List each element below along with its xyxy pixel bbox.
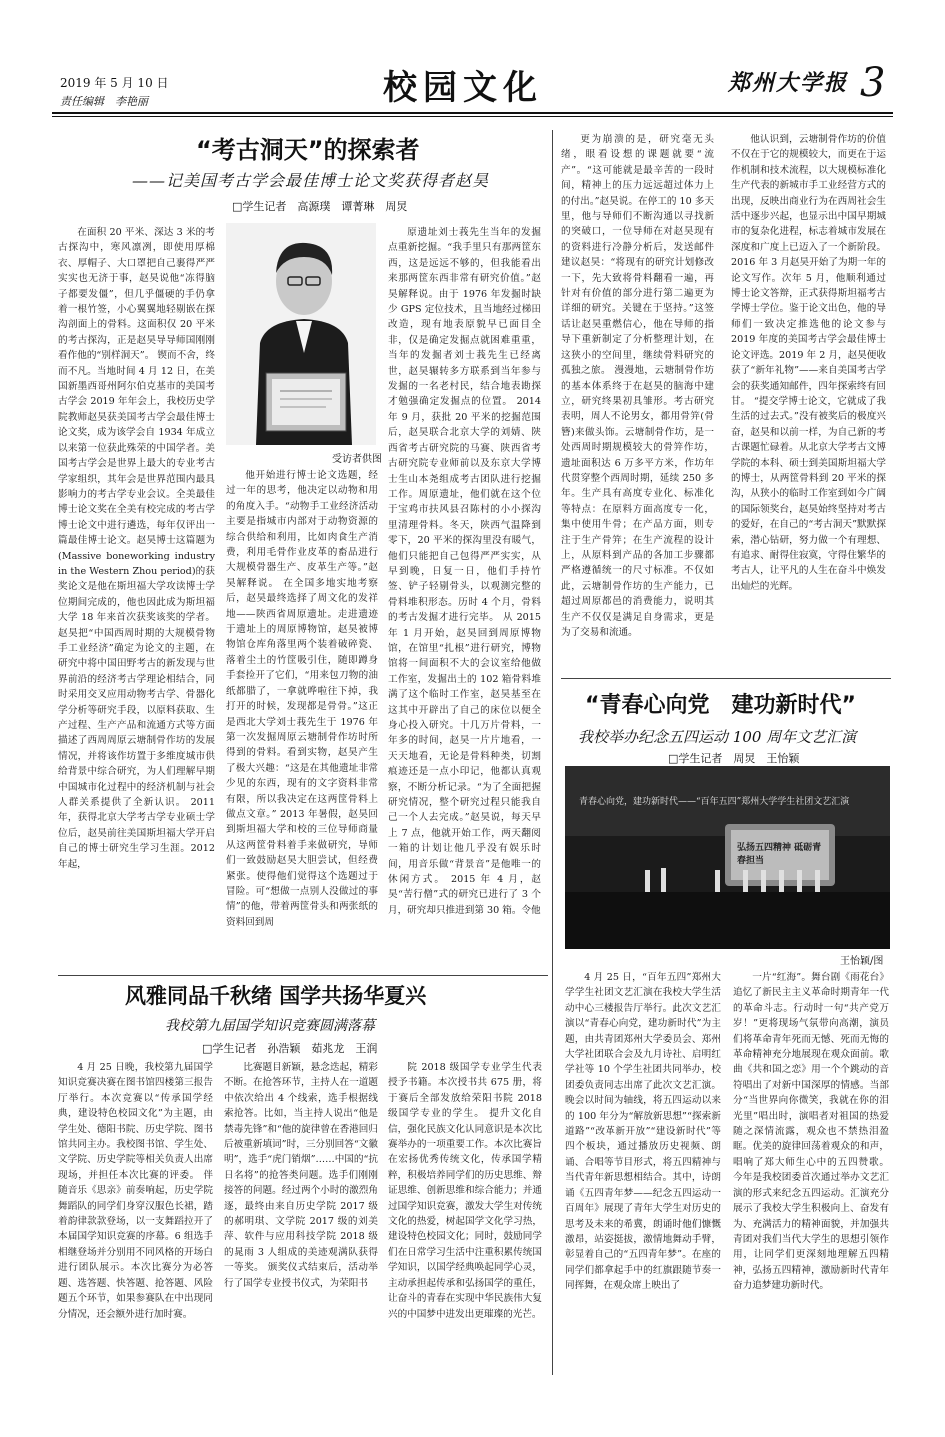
article3-photo: [565, 766, 890, 949]
article1-column-2: [226, 468, 378, 968]
article1-column-5: [731, 132, 886, 667]
page-number: 3: [860, 60, 886, 106]
issue-date: 2019 年 5 月 10 日: [60, 76, 169, 90]
article3-column-1: [565, 970, 721, 1370]
editor-credit: 责任编辑 李艳丽: [60, 95, 148, 108]
article2-column-2: [224, 1060, 378, 1372]
article1-photo: [226, 223, 376, 445]
article2-column-1: [58, 1060, 213, 1372]
article1-col4-text: 更为崩溃的是，研究毫无头绪，眼看设想的课题就要“流产”。“这可能就是最辛苦的一段时间，精神上的压力远远超过体力上的付出。”赵昊说。在停工的 10 多天里，他与导师们不断沟通以寻找新的突破口，一位导师在对赵昊现有的资料进行冷静分析后，发送邮件建议赵昊：“将现有的研究计划修改一下，先大致将骨料翻看一遍，再针对有价值的部分进行第二遍更为详细的研究。关键在于坚持。”这签话让赵昊重燃信心，他在导师的指导下重新制定了分析整理计划，在这狭小的空间里，继续骨料研究的孤独之旅。 漫漫地，云塘制骨作坊的基本体系终于在赵昊的脑海中建立，研究终果初具雏形。考古研究表明，周人不论男女，都用骨笄(骨簪)来做头饰。云塘制骨作坊，是一处西周时期规模较大的骨笄作坊，遗址面积达 6 万多平方米，作坊年代贯穿整个西周时期，延续 250 多年。生产具有高度专业化、标准化等特点：在原料方面高度专一化，集中使用牛骨；在产品方面，则专注于生产骨笄；在生产流程的设计上，从原料到产品的各加工步骤都严格遵循统一的尺寸标准。不仅如此，云塘制骨作坊的生产能力，已超过周原都邑的消费能力，说明其生产不仅仅是满足自身需求，更是为了交易和流通。: [561, 134, 714, 638]
article2-subtitle: 我校第九届国学知识竞赛圆满落幕: [165, 1018, 375, 1034]
masthead-rule: [52, 112, 893, 114]
article3-photo-caption: 王怡颖/图: [840, 956, 884, 967]
article2-title: 风雅同品千秋绪 国学共扬华夏兴: [125, 984, 427, 1008]
article1-col3-text: 原遗址刘士莪先生当年的发掘点重新挖掘。“我手里只有那两筐东西，这是远远不够的，但我能看出来那两筐东西非常有研究价值。”赵昊解释说。由于 1976 年发掘时缺少 GPS 定位技术，且当地经过梯田改造，现有地表原貌早已面目全非，仅是确定发掘点就困难重重，当年的发掘者刘士莪先生已经离世，赵昊辗转多方联系到当年参与发掘的一名老村民，结合地表勘探才勉强确定发掘点的位置。 2014 年 9 月，获批 20 平米的挖掘范围后，赵昊联合北京大学的刘婧、陕西省考古研究院的马赛、陕西省考古研究院专业师前以及东京大学博士生山本尧组成考古团队进行挖掘工作。周原遗址，他们就在这个位于宝鸡市扶风县召陈村的小小探沟里清理骨料。冬天，陕西气温降到零下，20 平米的探沟里没有暖气，他们只能把自己包得严严实实，从早到晚，日复一日，他们手持竹签、铲子轻剔骨头，以观测完整的骨料堆积形态。历时 4 个月，骨料的考古发掘才进行完毕。 从 2015 年 1 月开始，赵昊回到周原博物馆，在馆里“扎根”进行研究，博物馆将一间面积不大的会议室给他做工作室，发掘出土的 102 箱骨料堆满了这个临时工作室，赵昊基至在这其中开辟出了自己的床位以便全身心投入研究。十几万片骨料，一年多的时间，赵昊一片片地看，一天天地看，无论是骨料种类，切割痕迹还是一点小印记，他都认真观察，不断分析记录。“为了全面把握研究情况，整个研究过程只能我自己一个人去完成。”赵昊说，每天早上 7 点，他就开始工作，两天翻阅一箱的计划让他几乎没有娱乐时间，用音乐做“背景音”是他唯一的休闲方式。 2015 年 4 月，赵昊“苦行僧”式的研究已进行了 3 个月，研究却只推进到第 30 箱。令他: [388, 227, 541, 916]
article1-byline: □学生记者 高源璞 谭菁琳 周炅: [232, 200, 408, 213]
article1-column-3: [388, 225, 541, 970]
article3-col1-text: 4 月 25 日，“百年五四”郑州大学学生社团文艺汇演在我校大学生活动中心三楼报告厅举行。此次文艺汇演以“青春心向党，建功新时代”为主题，由共青团郑州大学委员会、郑州大学社团联合会及九月诗社、启明红学社等 10 个学生社团共同举办，校团委负责同志出席了此次文艺汇演。 晚会以时间为轴线，将五四运动以来的 100 年分为“解放新思想”“探索新道路”“改革新开放”“建设新时代”等四个板块，通过播放历史视频、朗诵、合唱等节目形式，将五四精神与当代青年新思想相结合。其中，诗朗诵《五四青年梦——纪念五四运动一百周年》展现了青年大学生对历史的思考及未来的希冀，朗诵时他们慷慨激昂，站姿挺拔，激情地舞动手臂，彰显着自己的“五四青年梦”。在座的同学们都拿起手中的红旗跟随节奏一同挥舞，在观众席上映出了: [565, 972, 721, 1292]
article2-byline: □学生记者 孙浩颖 茹兆龙 王润: [202, 1042, 378, 1055]
article3-column-2: [733, 970, 889, 1370]
article1-subtitle: ——记美国考古学会最佳博士论文奖获得者赵昊: [132, 171, 490, 190]
column-divider-lower: [552, 975, 553, 1375]
article3-col2-text: 一片“红海”。舞台剧《雨花台》追忆了新民主主义革命时期青年一代的革命斗志。行动时一句“共产党万岁！”更将现场气氛带向高潮，演员们将革命青年死而无憾、死而无悔的革命精神充分地展现在观众面前。歌曲《共和国之恋》用一个个跳动的音符唱出了对新中国深厚的情感。当部分“当世界向你微笑，我就在你的泪光里”唱出时，演唱者对祖国的热爱随之深情流露，观众也不禁热泪盈眶。优美的旋律回荡着观众的和声，唱响了郑大师生心中的五四赞歌。 今年是我校团委首次通过举办文艺汇演的形式来纪念五四运动。汇演充分展示了我校大学生积极向上、奋发有为、充满活力的精神面貌，并加强共青团对我们当代大学生的思想引领作用，让同学们更深刻地理解五四精神，弘扬五四精神，激励新时代青年奋力追梦建功新时代。: [733, 972, 889, 1292]
article3-subtitle: 我校举办纪念五四运动 100 周年文艺汇演: [578, 728, 857, 746]
article1-col2-text: 他开始进行博士论文选题，经过一年的思考，他决定以动物和用的角度入手。“动物手工业经济活动主要是指城市内部对于动物资源的综合供给和利用，比如肉食生产消费，利用毛骨作业皮革的畜品进行大规模骨器生产、皮革生产等。”赵昊解释说。 在全国多地实地考察后，赵昊最终选择了周文化的发祥地——陕西省周原遗址。走进遗迹于遗址上的周原博物馆，赵昊被博物馆仓库角落里两个装着破碎瓷、落着尘土的竹筐吸引住，随即蹲身手套捡开了它们，“用来包刀物的油纸都腊了，一拿就哗啦往下掉，我打开的时候，发现都是骨骨。”这正是西北大学刘士莪先生于 1976 年第一次发掘周原云塘制骨作坊时所得到的骨料。看到实物，赵昊产生了极大兴趣：“这是在其他遗址非常少见的东西，现有的文字资料非常有限，所以我决定在这两筐骨料上做点文章。” 2013 年暑假，赵昊回到斯坦福大学和校的三位导师商量从这两筐骨料着手来做研究，导师们一致鼓励赵昊大胆尝试，但经费紧张。使得他们觉得这个选题过于冒险。可“想做一点别人没做过的事情”的他，带着两筐骨头和两张纸的资料回到周: [226, 470, 378, 928]
section-title: 校园文化: [383, 68, 543, 108]
stage-screen-text: 弘扬五四精神 砥砺青春担当: [737, 843, 822, 866]
article2-col3-text: 院 2018 级国学专业学生代表授予书籍。本次授书共 675 册，将于赛后全部发放给荣阳书院 2018 级国学专业的学生。 提升文化自信，强化民族文化认同意识是本次比赛举办的一项重要工作。本次比赛旨在宏扬优秀传统文化，传承国学精粹，积极培养同学们的历史思维、辩证思维、创新思维和综合能力；并通过国学知识竞赛，激发大学生对传统文化的热爱，树起国学文化学习热，建设特色校园文化；同时，鼓励同学们在日常学习生活中注重积累传统国学知识，以国学经典唤起同学心灵，主动承担起传承和弘扬国学的重任，让奋斗的青春在实现中华民族伟大复兴的中国梦中进发出更璀璨的光芒。: [388, 1062, 542, 1320]
portrait-illustration: [226, 223, 376, 445]
article3-byline: □学生记者 周炅 王怡颖: [668, 752, 800, 765]
article2-col1-text: 4 月 25 日晚，我校第九届国学知识竞赛决赛在图书馆四楼第三报告厅举行。本次竞赛以“传承国学经典，建设特色校园文化”为主题，由学生处、德阳书院、历史学院、图书馆共同主办。我校图书馆、学生处、文学院、历史学院等相关负责人出席现场，并担任本次比赛的评委。 伴随音乐《思亲》前奏响起，历史学院舞蹈队的同学们身穿汉服色长裙，踏着韵律款款登场，以一支舞蹈拉开了本届国学知识竞赛的序幕。6 组选手相继登场并分别用不同风格的开场白进行团队展示。本次比赛分为必答题、选答题、快答题、抢答题、风险题五个环节，如果参赛队在中出现同分情况，还会额外进行加时赛。: [58, 1062, 213, 1320]
article1-col5-text: 他认识到，云塘制骨作坊的价值不仅在于它的规模较大，而更在于运作机制和技术流程，以大规模标准化生产代表的新城市手工业经营方式的出现，反映出商业行为在西周社会生活中逐步兴起，也显示出中国早期城市的复杂化进程，标志着城市发展在深度和广度上已迈入了一个新阶段。 2016 年 3 月赵昊开始了为期一年的论文写作。次年 5 月，他顺利通过博士论文答辩，正式获得斯坦福考古学博士学位。鉴于论文出色，他的导师们一致决定推选他的论文参与 2019 年度的美国考古学会最佳博士论文评选。2019 年 2 月，赵昊便收获了“新年礼物”——来自美国考古学会的获奖通知邮件，四年探索终有回甘。 “提交学博士论文，它就成了我生活的过去式。”没有被奖后的极度兴奋，赵昊和以前一样，为自己新的考古课题忙碌着。从北京大学考古文博学院的本科、硕士到美国斯坦福大学的博士，从两筐骨料到 20 平米的探沟，从狭小的临时工作室到如今广阔的国际领奖台，赵昊始终坚持对考古的爱好，在自己的“考古洞天”默默探索，潜心钻研，努力做一个有理想、有追求、耐得住寂寞，守得住繁华的考古人，让平凡的人生在奋斗中焕发出灿烂的光辉。: [731, 134, 886, 592]
column-divider: [552, 130, 553, 975]
article1-col1-text: 在面积 20 平米、深达 3 米的考古探沟中，寒风凛冽，即使用厚棉衣、厚帽子、大口罩把自己裹得严严实实也无济于事，赵昊说他“冻得脑子都要发僵”，但几乎僵硬的手仍拿着一根竹签，小心翼翼地轻剔嵌在探沟剖面上的骨料。这面积仅 20 平米的考古探沟，正是赵昊导导师国刚刚看作他的“别样洞天”。 锲而不舍，终而不凡。当地时间 4 月 12 日，在美国新墨西哥州阿尔伯克基市的美国考古学会 2019 年年会上，我校历史学院教师赵昊获美国考古学会最佳博士论文奖，成为该学会自 1934 年成立以来第一位获此殊荣的中国学者。美国考古学会是世界上最大的专业考古学家组织，其年会是世界范围内最具影响力的考古学专业会议。全美最佳博士论文奖在全美有校完成的考古学博士论文中进行遴选，每年仅评出一篇最佳博士论文。赵昊博士这篇题为(Massive boneworking industry in the Western Zhou period)的获奖论文是他在斯坦福大学攻读博士学位期间完成的，他也因此成为斯坦福大学 18 年来首次获奖该奖的学者。 赵昊把“中国西周时期的大规模骨物手工业经济”确定为论文的主题，在研究中将中国田野考古的新发现与世界前沿的经济考古学理论相结合，同时采用交叉应用动物考古学、骨器化学分析等研究手段，以原料获取、生产过程、生产产品和流通方式等方面描述了西周周原云塘制骨作坊的发展情况，并将该作坊置于多维度城市供给背景中综合研究，为人们理解早期中国城市化过程中的经济机制与社会人群关系提供了全新认识。 2011 年，获得北京大学考古学专业硕士学位后，赵昊前往美国斯坦福大学开启自己的博士研究生学习生涯。2012 年起，: [58, 227, 215, 870]
section-divider: [561, 678, 891, 679]
masthead-rule-thin: [52, 116, 893, 117]
section-divider-left: [58, 975, 548, 976]
paper-name: 郑州大学报: [728, 70, 849, 96]
article1-title: “考古洞天”的探索者: [196, 136, 420, 164]
article1-column-4: [561, 132, 714, 667]
article2-column-3: [388, 1060, 542, 1372]
article2-col2-text: 比赛题目新颖，悬念迭起，精彩不断。在抢答环节，主持人在一道题中依次给出 4 个线索，选手根据线索抢答。比如，当主持人说出“他是禁毒先锋”和“他的旋律曾在香港回归后被重新填词”时，三分别回答“文徽明”，选手“虎门销烟”……中国的“抗日名将”的抢答类问题。选手们刚刚接答的问题。经过两个小时的激烈角逐，最终由来自历史学院 2017 级的郝明琪、文学院 2017 级的刘美萍、软件与应用科技学院 2018 级的晁雨 3 人组成的美迹观满队获得一等奖。 颁奖仪式结束后，活动举行了国学专业授书仪式，为荣阳书: [224, 1062, 378, 1289]
stage-banner-text: 青春心向党，建功新时代——“百年五四”郑州大学学生社团文艺汇演: [579, 797, 850, 807]
article1-photo-caption: 受访者供图: [332, 454, 382, 465]
article3-title: “青春心向党 建功新时代”: [585, 693, 856, 718]
article1-column-1: [58, 225, 215, 970]
